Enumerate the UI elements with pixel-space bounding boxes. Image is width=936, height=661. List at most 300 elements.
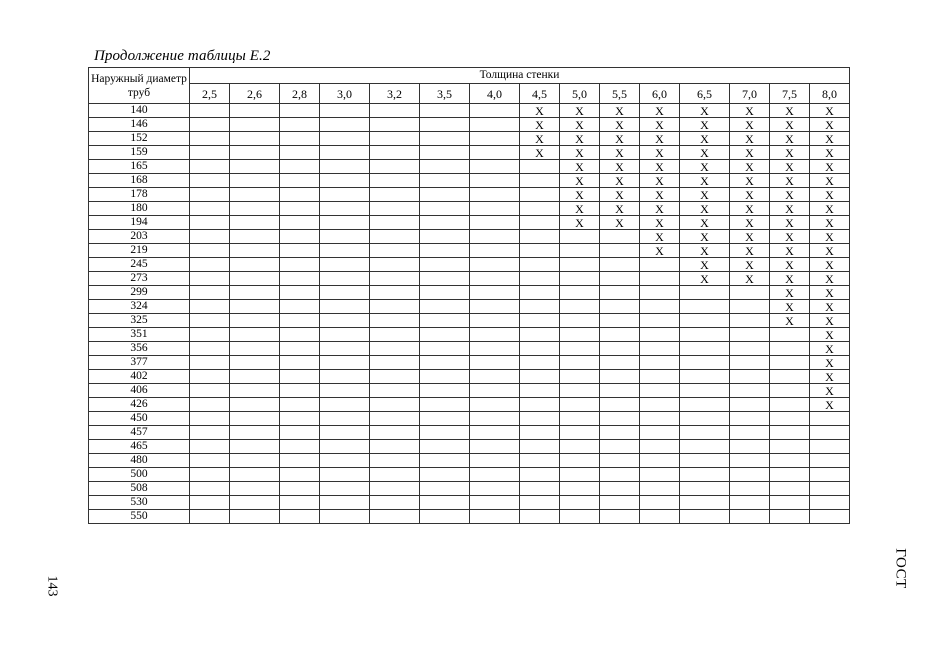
availability-cell <box>730 482 770 496</box>
availability-cell <box>640 384 680 398</box>
availability-cell <box>770 426 810 440</box>
availability-cell: X <box>560 216 600 230</box>
availability-cell <box>320 314 370 328</box>
availability-cell <box>470 202 520 216</box>
availability-cell <box>280 104 320 118</box>
availability-cell <box>320 174 370 188</box>
wall-thickness-header: Толщина стенки <box>190 68 850 84</box>
availability-cell <box>190 482 230 496</box>
availability-cell: X <box>640 202 680 216</box>
availability-cell <box>280 440 320 454</box>
availability-cell <box>640 412 680 426</box>
table-row <box>89 412 850 426</box>
availability-cell <box>420 104 470 118</box>
availability-cell: X <box>640 132 680 146</box>
availability-cell <box>420 482 470 496</box>
availability-cell <box>280 328 320 342</box>
availability-cell <box>230 426 280 440</box>
side-label: ГОСТ <box>892 548 909 589</box>
diameter-cell: 356 <box>89 342 190 356</box>
availability-cell <box>730 356 770 370</box>
availability-cell: X <box>600 174 640 188</box>
availability-cell <box>420 272 470 286</box>
availability-cell: X <box>600 216 640 230</box>
availability-cell <box>680 454 730 468</box>
availability-cell <box>420 496 470 510</box>
page-number: 143 <box>44 575 60 597</box>
availability-cell <box>730 328 770 342</box>
availability-cell <box>230 454 280 468</box>
availability-cell <box>190 258 230 272</box>
availability-cell <box>320 300 370 314</box>
availability-cell <box>560 398 600 412</box>
availability-cell <box>640 272 680 286</box>
availability-cell <box>470 482 520 496</box>
table-row <box>89 258 850 272</box>
availability-cell <box>190 398 230 412</box>
availability-cell <box>520 216 560 230</box>
availability-cell <box>560 412 600 426</box>
availability-cell <box>520 384 560 398</box>
availability-cell <box>230 202 280 216</box>
availability-cell: X <box>810 342 850 356</box>
availability-cell: X <box>730 160 770 174</box>
table-row <box>89 118 850 132</box>
diameter-cell: 465 <box>89 440 190 454</box>
availability-cell <box>470 384 520 398</box>
availability-cell <box>370 104 420 118</box>
availability-cell: X <box>680 104 730 118</box>
availability-cell <box>470 300 520 314</box>
availability-cell <box>600 426 640 440</box>
availability-cell <box>190 412 230 426</box>
availability-cell <box>190 286 230 300</box>
availability-cell <box>600 370 640 384</box>
diameter-cell: 530 <box>89 496 190 510</box>
availability-cell <box>520 188 560 202</box>
availability-cell <box>190 342 230 356</box>
table-row <box>89 202 850 216</box>
availability-cell <box>230 174 280 188</box>
availability-cell <box>520 244 560 258</box>
table-row <box>89 342 850 356</box>
availability-cell <box>600 468 640 482</box>
availability-cell <box>730 300 770 314</box>
availability-cell <box>190 244 230 258</box>
thickness-header-cell: 4,5 <box>520 84 560 104</box>
diameter-cell: 273 <box>89 272 190 286</box>
availability-cell <box>230 188 280 202</box>
availability-cell <box>280 216 320 230</box>
availability-cell <box>280 412 320 426</box>
availability-cell <box>420 244 470 258</box>
availability-cell <box>520 300 560 314</box>
availability-cell <box>190 510 230 524</box>
availability-cell <box>640 398 680 412</box>
table-row <box>89 398 850 412</box>
availability-cell: X <box>560 146 600 160</box>
availability-cell <box>320 426 370 440</box>
availability-cell <box>370 440 420 454</box>
availability-cell <box>730 398 770 412</box>
availability-cell <box>320 230 370 244</box>
availability-cell <box>600 454 640 468</box>
availability-cell: X <box>770 230 810 244</box>
availability-cell <box>320 160 370 174</box>
thickness-header-row <box>89 84 850 104</box>
table-row <box>89 454 850 468</box>
availability-cell: X <box>810 188 850 202</box>
availability-cell <box>190 328 230 342</box>
availability-cell: X <box>770 258 810 272</box>
availability-cell <box>520 482 560 496</box>
availability-cell <box>560 244 600 258</box>
availability-cell <box>420 412 470 426</box>
availability-cell <box>520 426 560 440</box>
availability-cell <box>560 468 600 482</box>
table-row <box>89 216 850 230</box>
diameter-cell: 146 <box>89 118 190 132</box>
availability-cell: X <box>600 118 640 132</box>
availability-cell <box>370 244 420 258</box>
table-row <box>89 482 850 496</box>
availability-cell <box>230 510 280 524</box>
availability-cell <box>320 202 370 216</box>
availability-cell <box>560 356 600 370</box>
availability-cell <box>600 510 640 524</box>
availability-cell <box>320 412 370 426</box>
availability-cell <box>370 412 420 426</box>
thickness-header-cell: 7,0 <box>730 84 770 104</box>
availability-cell: X <box>810 146 850 160</box>
availability-cell: X <box>770 314 810 328</box>
availability-cell <box>230 398 280 412</box>
availability-cell <box>370 202 420 216</box>
availability-cell <box>320 454 370 468</box>
availability-cell <box>810 468 850 482</box>
availability-cell <box>230 356 280 370</box>
availability-cell <box>640 314 680 328</box>
availability-cell <box>770 398 810 412</box>
availability-cell <box>770 356 810 370</box>
diameter-cell: 426 <box>89 398 190 412</box>
availability-cell <box>280 468 320 482</box>
diameter-cell: 324 <box>89 300 190 314</box>
availability-cell: X <box>520 146 560 160</box>
thickness-header-cell: 8,0 <box>810 84 850 104</box>
availability-cell: X <box>810 300 850 314</box>
availability-cell <box>560 230 600 244</box>
availability-cell: X <box>770 286 810 300</box>
availability-cell <box>320 104 370 118</box>
availability-cell: X <box>560 132 600 146</box>
availability-cell <box>370 146 420 160</box>
availability-cell <box>420 300 470 314</box>
availability-cell: X <box>640 118 680 132</box>
availability-cell: X <box>770 104 810 118</box>
availability-cell <box>810 454 850 468</box>
availability-cell: X <box>600 104 640 118</box>
availability-cell <box>770 482 810 496</box>
availability-cell <box>730 384 770 398</box>
diameter-cell: 245 <box>89 258 190 272</box>
availability-cell <box>370 356 420 370</box>
availability-cell <box>280 160 320 174</box>
availability-cell <box>680 342 730 356</box>
availability-cell <box>520 342 560 356</box>
availability-cell <box>420 510 470 524</box>
availability-cell <box>770 468 810 482</box>
availability-cell <box>280 370 320 384</box>
availability-cell <box>600 230 640 244</box>
availability-cell: X <box>680 146 730 160</box>
availability-cell <box>520 370 560 384</box>
availability-cell <box>640 328 680 342</box>
availability-cell <box>280 496 320 510</box>
thickness-header-cell: 3,0 <box>320 84 370 104</box>
availability-cell <box>370 160 420 174</box>
availability-cell <box>730 510 770 524</box>
availability-cell: X <box>770 244 810 258</box>
availability-cell <box>320 146 370 160</box>
availability-cell <box>770 384 810 398</box>
availability-cell <box>320 272 370 286</box>
availability-cell <box>810 482 850 496</box>
availability-cell <box>470 356 520 370</box>
availability-cell: X <box>600 188 640 202</box>
availability-cell <box>280 426 320 440</box>
availability-cell <box>680 412 730 426</box>
table-row <box>89 468 850 482</box>
availability-cell <box>560 328 600 342</box>
table-row <box>89 440 850 454</box>
availability-cell <box>230 286 280 300</box>
availability-cell <box>640 342 680 356</box>
diameter-cell: 406 <box>89 384 190 398</box>
availability-cell: X <box>770 202 810 216</box>
availability-cell: X <box>730 230 770 244</box>
availability-cell: X <box>680 244 730 258</box>
availability-cell <box>680 398 730 412</box>
availability-cell <box>520 202 560 216</box>
diameter-cell: 457 <box>89 426 190 440</box>
availability-cell: X <box>810 356 850 370</box>
availability-cell <box>280 230 320 244</box>
availability-cell: X <box>810 174 850 188</box>
availability-cell <box>320 482 370 496</box>
availability-cell <box>730 370 770 384</box>
availability-cell <box>470 426 520 440</box>
availability-cell <box>640 300 680 314</box>
availability-cell <box>560 510 600 524</box>
availability-cell <box>680 482 730 496</box>
availability-cell: X <box>730 118 770 132</box>
availability-cell <box>370 342 420 356</box>
availability-cell <box>320 468 370 482</box>
availability-cell <box>320 286 370 300</box>
table-row <box>89 426 850 440</box>
availability-cell <box>470 104 520 118</box>
availability-cell <box>600 356 640 370</box>
availability-cell <box>680 426 730 440</box>
availability-cell <box>470 454 520 468</box>
availability-cell <box>680 468 730 482</box>
availability-cell <box>730 440 770 454</box>
table-caption: Продолжение таблицы Е.2 <box>94 48 271 64</box>
availability-cell <box>810 510 850 524</box>
availability-cell <box>520 468 560 482</box>
availability-cell <box>230 300 280 314</box>
availability-cell <box>420 188 470 202</box>
table-row <box>89 356 850 370</box>
availability-cell: X <box>730 244 770 258</box>
availability-cell: X <box>810 104 850 118</box>
availability-cell: X <box>640 216 680 230</box>
availability-cell <box>810 426 850 440</box>
availability-cell <box>520 328 560 342</box>
availability-cell <box>420 426 470 440</box>
availability-cell <box>520 496 560 510</box>
availability-cell <box>640 496 680 510</box>
availability-cell: X <box>810 286 850 300</box>
availability-cell <box>230 272 280 286</box>
availability-cell: X <box>680 132 730 146</box>
availability-cell <box>730 426 770 440</box>
diameter-cell: 159 <box>89 146 190 160</box>
availability-cell <box>520 272 560 286</box>
availability-cell <box>320 342 370 356</box>
availability-cell <box>640 426 680 440</box>
availability-cell: X <box>640 160 680 174</box>
availability-cell: X <box>810 216 850 230</box>
availability-cell <box>420 384 470 398</box>
availability-cell <box>470 468 520 482</box>
diameter-cell: 194 <box>89 216 190 230</box>
availability-cell <box>770 510 810 524</box>
availability-cell: X <box>730 174 770 188</box>
availability-cell <box>280 454 320 468</box>
availability-cell <box>560 314 600 328</box>
diameter-cell: 402 <box>89 370 190 384</box>
diameter-cell: 550 <box>89 510 190 524</box>
table-row <box>89 230 850 244</box>
availability-cell <box>190 426 230 440</box>
availability-cell <box>190 174 230 188</box>
availability-cell <box>560 440 600 454</box>
availability-cell <box>520 174 560 188</box>
availability-cell <box>370 230 420 244</box>
availability-cell <box>640 286 680 300</box>
availability-cell <box>640 356 680 370</box>
availability-cell <box>420 160 470 174</box>
availability-cell <box>230 216 280 230</box>
availability-cell <box>320 384 370 398</box>
availability-cell <box>680 356 730 370</box>
availability-cell <box>520 412 560 426</box>
availability-cell <box>470 342 520 356</box>
availability-cell <box>320 398 370 412</box>
table-row <box>89 244 850 258</box>
availability-cell <box>370 314 420 328</box>
availability-cell <box>230 468 280 482</box>
availability-cell <box>520 510 560 524</box>
thickness-header-cell: 5,5 <box>600 84 640 104</box>
availability-cell <box>730 468 770 482</box>
availability-cell <box>280 398 320 412</box>
availability-cell <box>600 496 640 510</box>
diameter-cell: 165 <box>89 160 190 174</box>
availability-cell <box>230 314 280 328</box>
table-row <box>89 314 850 328</box>
availability-cell <box>280 258 320 272</box>
availability-cell: X <box>600 160 640 174</box>
availability-cell <box>600 314 640 328</box>
availability-cell <box>470 510 520 524</box>
availability-cell: X <box>520 118 560 132</box>
availability-cell <box>230 328 280 342</box>
availability-cell: X <box>640 146 680 160</box>
diameter-cell: 351 <box>89 328 190 342</box>
availability-cell <box>280 244 320 258</box>
availability-cell <box>640 468 680 482</box>
availability-cell <box>680 440 730 454</box>
availability-cell <box>320 356 370 370</box>
availability-cell: X <box>810 384 850 398</box>
diameter-cell: 377 <box>89 356 190 370</box>
thickness-header-cell: 5,0 <box>560 84 600 104</box>
availability-cell: X <box>680 188 730 202</box>
availability-cell <box>470 272 520 286</box>
availability-cell <box>280 384 320 398</box>
availability-cell <box>560 384 600 398</box>
thickness-header-cell: 6,0 <box>640 84 680 104</box>
availability-cell <box>320 370 370 384</box>
availability-cell: X <box>730 216 770 230</box>
availability-cell <box>420 146 470 160</box>
availability-cell: X <box>560 118 600 132</box>
availability-cell: X <box>770 118 810 132</box>
table-row <box>89 384 850 398</box>
availability-cell <box>640 258 680 272</box>
availability-cell <box>320 188 370 202</box>
availability-cell <box>370 384 420 398</box>
availability-cell <box>320 132 370 146</box>
availability-cell <box>230 244 280 258</box>
table-body <box>89 104 850 524</box>
availability-cell: X <box>770 174 810 188</box>
table-row <box>89 272 850 286</box>
availability-cell <box>600 286 640 300</box>
availability-cell <box>420 132 470 146</box>
availability-cell: X <box>810 132 850 146</box>
availability-cell <box>680 286 730 300</box>
availability-cell <box>520 314 560 328</box>
table-row <box>89 160 850 174</box>
availability-cell <box>370 468 420 482</box>
availability-cell <box>230 384 280 398</box>
availability-cell <box>600 398 640 412</box>
availability-cell <box>320 328 370 342</box>
table-row <box>89 328 850 342</box>
availability-cell <box>370 174 420 188</box>
availability-cell <box>770 496 810 510</box>
availability-cell <box>370 272 420 286</box>
availability-cell: X <box>520 132 560 146</box>
availability-cell <box>470 314 520 328</box>
availability-cell <box>320 496 370 510</box>
availability-cell <box>470 496 520 510</box>
availability-cell <box>640 370 680 384</box>
